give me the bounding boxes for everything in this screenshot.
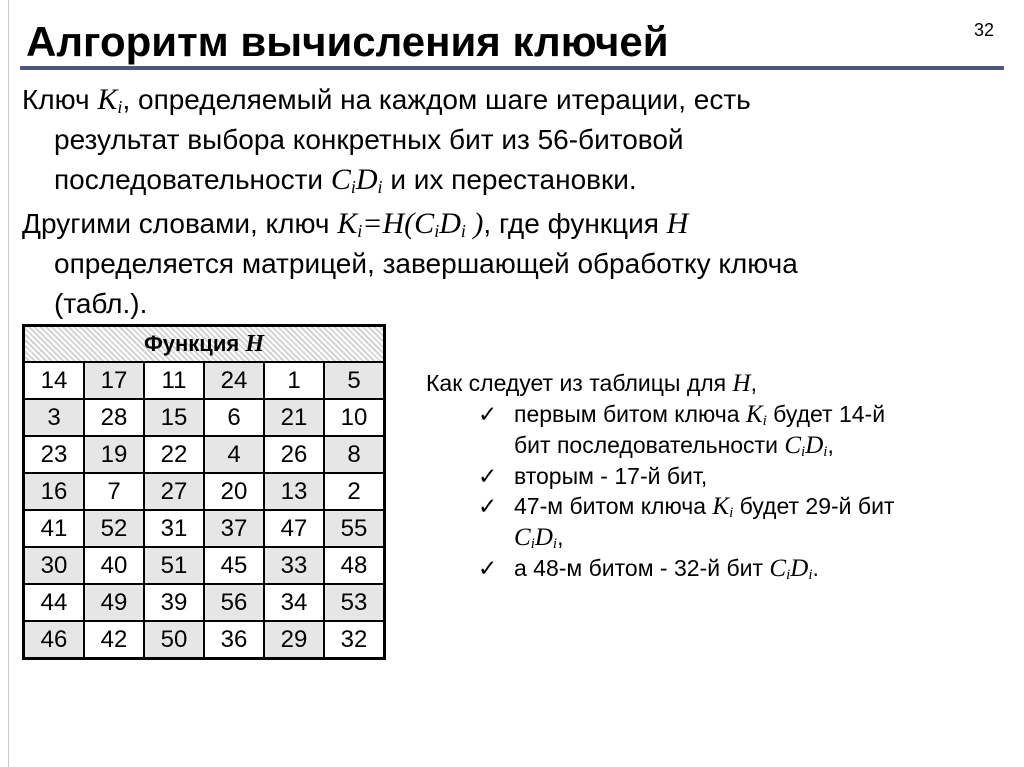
table-row <box>24 399 385 436</box>
checkmark-icon: ✓ <box>478 463 498 489</box>
checkmark-icon: ✓ <box>478 401 498 427</box>
table-cell: 39 <box>144 584 204 621</box>
slide-number: 32 <box>973 20 994 40</box>
bullet-48th-bit: ✓ а 48-м битом - 32-й бит $C_iD_i$. <box>478 555 819 583</box>
table-cell: 55 <box>324 510 385 547</box>
table-cell: 33 <box>264 547 324 584</box>
table-cell: 7 <box>84 473 144 510</box>
table-cell: 53 <box>324 584 385 621</box>
table-cell: 32 <box>324 621 385 659</box>
table-cell: 8 <box>324 436 385 473</box>
table-cell: 52 <box>84 510 144 547</box>
math-cidi: $C_iD_i$ <box>330 163 383 197</box>
paragraph-key-definition: Ключ $K_i$, определяемый на каждом шаге итерации, есть результат выбора конкретных бит из 56-битовой последовательности $C_iD_i$ и их перестановки. <box>22 83 751 197</box>
table-cell: 47 <box>264 510 324 547</box>
checkmark-icon: ✓ <box>478 493 498 519</box>
bullet-second-bit: ✓ вторым - 17-й бит, <box>478 463 708 489</box>
notes-intro: Как следует из таблицы для H, <box>426 370 757 397</box>
slide-title: Алгоритм вычисления ключей <box>26 18 669 65</box>
table-cell: 10 <box>324 399 385 436</box>
table-cell: 30 <box>24 547 85 584</box>
table-cell: 14 <box>24 362 85 399</box>
table-cell: 29 <box>264 621 324 659</box>
table-cell: 22 <box>144 436 204 473</box>
bullet-first-bit: ✓ первым битом ключа $K_i$ будет 14-й бит последовательности $C_iD_i$, <box>478 401 886 460</box>
table-cell: 44 <box>24 584 85 621</box>
table-row <box>24 473 385 510</box>
table-cell: 45 <box>204 547 264 584</box>
table-cell: 3 <box>24 399 85 436</box>
paragraph-function-h: Другими словами, ключ $K_i=H(C_iD_i$ ), где функция H определяется матрицей, завершающей обработку ключа (табл.). <box>22 207 798 319</box>
table-cell: 2 <box>324 473 385 510</box>
table-cell: 17 <box>84 362 144 399</box>
math-h: H <box>666 207 689 240</box>
table-cell: 50 <box>144 621 204 659</box>
table-cell: 56 <box>204 584 264 621</box>
table-cell: 37 <box>204 510 264 547</box>
table-cell: 13 <box>264 473 324 510</box>
title-divider <box>20 66 1004 70</box>
table-cell: 20 <box>204 473 264 510</box>
table-cell: 15 <box>144 399 204 436</box>
table-cell: 46 <box>24 621 85 659</box>
bullet-47th-bit: ✓ 47-м битом ключа $K_i$ будет 29-й бит $C_iD_i$, <box>478 493 895 552</box>
math-ki: $K_i$ <box>97 83 123 117</box>
table-cell: 42 <box>84 621 144 659</box>
table-cell: 26 <box>264 436 324 473</box>
table-cell: 40 <box>84 547 144 584</box>
table-cell: 49 <box>84 584 144 621</box>
function-h-table <box>22 324 386 660</box>
table-cell: 16 <box>24 473 85 510</box>
table-cell: 23 <box>24 436 85 473</box>
table-cell: 28 <box>84 399 144 436</box>
table-cell: 34 <box>264 584 324 621</box>
table-cell: 24 <box>204 362 264 399</box>
checkmark-icon: ✓ <box>478 555 498 581</box>
table-row <box>24 436 385 473</box>
table-cell: 1 <box>264 362 324 399</box>
table-row <box>24 584 385 621</box>
table-cell: 27 <box>144 473 204 510</box>
table-cell: 48 <box>324 547 385 584</box>
table-cell: 4 <box>204 436 264 473</box>
table-row <box>24 621 385 659</box>
table-cell: 51 <box>144 547 204 584</box>
table-cell: 6 <box>204 399 264 436</box>
table-cell: 36 <box>204 621 264 659</box>
table-row <box>24 510 385 547</box>
left-guide-line <box>8 0 9 767</box>
table-row <box>24 547 385 584</box>
table-cell: 31 <box>144 510 204 547</box>
table-header: Функция H <box>24 326 385 363</box>
math-ki-equals-h: $K_i=H(C_iD_i$ ) <box>337 207 484 241</box>
notes-block <box>426 368 986 584</box>
table-cell: 11 <box>144 362 204 399</box>
table-cell: 19 <box>84 436 144 473</box>
table-cell: 41 <box>24 510 85 547</box>
table-cell: 5 <box>324 362 385 399</box>
table-row <box>24 362 385 399</box>
table-cell: 21 <box>264 399 324 436</box>
